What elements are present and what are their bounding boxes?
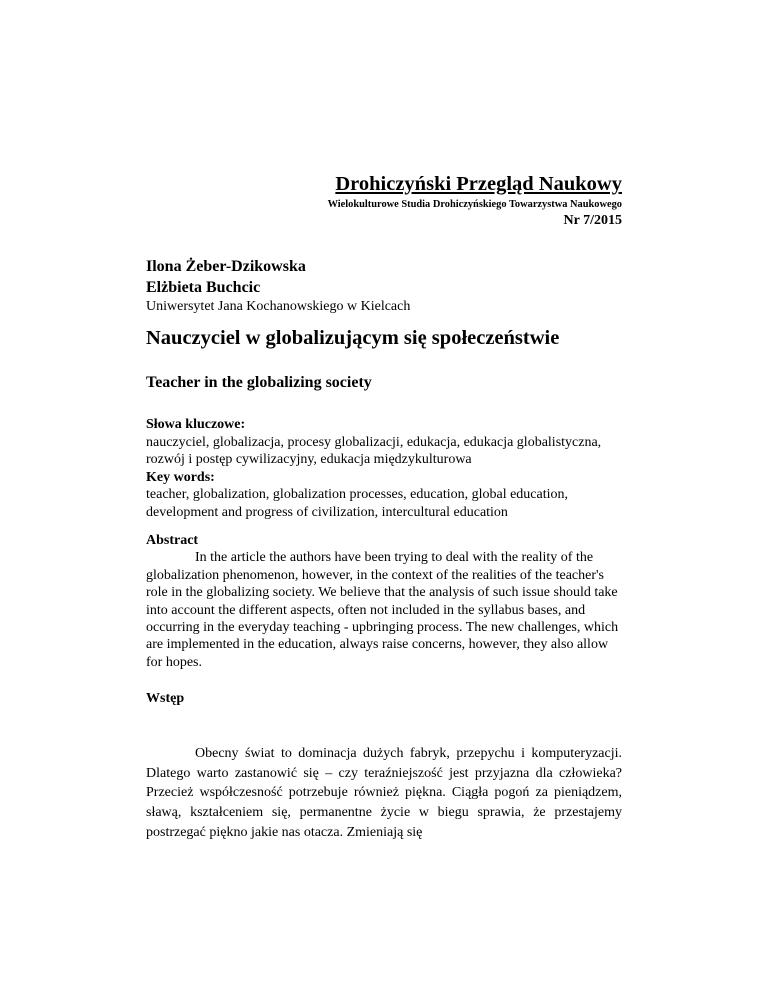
keywords-pl-heading: Słowa kluczowe: (146, 417, 246, 432)
keywords-section (146, 416, 622, 522)
author-name: Elżbieta Buchcic (146, 279, 261, 296)
keywords-pl-text: nauczyciel, globalizacja, procesy globalizacji, edukacja, edukacja globalistyczna, rozwój i postęp cywilizacyjny, edukacja międzykulturowa (146, 434, 602, 468)
abstract-section (146, 532, 622, 671)
journal-header (240, 171, 622, 230)
intro-heading: Wstęp (146, 691, 185, 706)
article-subtitle: Teacher in the globalizing society (146, 374, 372, 391)
journal-issue-number: Nr 7/2015 (563, 213, 622, 228)
keywords-en-text: teacher, globalization, globalization processes, education, global education, development and progress of civilization, intercultural education (146, 487, 569, 520)
author-affiliation: Uniwersytet Jana Kochanowskiego w Kielcach (146, 299, 411, 314)
author-block (146, 256, 622, 316)
article-title: Nauczyciel w globalizującym się społeczeństwie (146, 327, 560, 349)
abstract-heading: Abstract (146, 533, 199, 548)
author-name: Ilona Żeber-Dzikowska (146, 258, 306, 275)
abstract-text: In the article the authors have been trying to deal with the reality of the globalization phenomenon, however, in the context of the realities of the teacher's role in the globalizing society. We believe that the analysis of such issue should take into account the different aspects, often not included in the syllabus bases, and occurring in the everyday teaching - upbringing process. The new challenges, which are implemented in the education, always raise concerns, however, they also allow for hopes. (146, 550, 619, 670)
journal-subtitle: Wielokulturowe Studia Drohiczyńskiego Towarzystwa Naukowego (327, 199, 622, 210)
keywords-en-heading: Key words: (146, 469, 215, 485)
intro-section (146, 744, 622, 843)
intro-paragraph: Obecny świat to dominacja dużych fabryk, przepychu i komputeryzacji. Dlatego warto zastanowić się – czy teraźniejszość jest przyjazna dla człowieka? Przecież współczesność potrzebuje również piękna. Ciągła pogoń za pieniądzem, sławą, kształceniem się, permanentne życie w biegu sprawia, że przestajemy postrzegać piękno jakie nas otacza. Zmieniają się (146, 746, 622, 840)
journal-title: Drohiczyński Przegląd Naukowy (335, 173, 622, 195)
